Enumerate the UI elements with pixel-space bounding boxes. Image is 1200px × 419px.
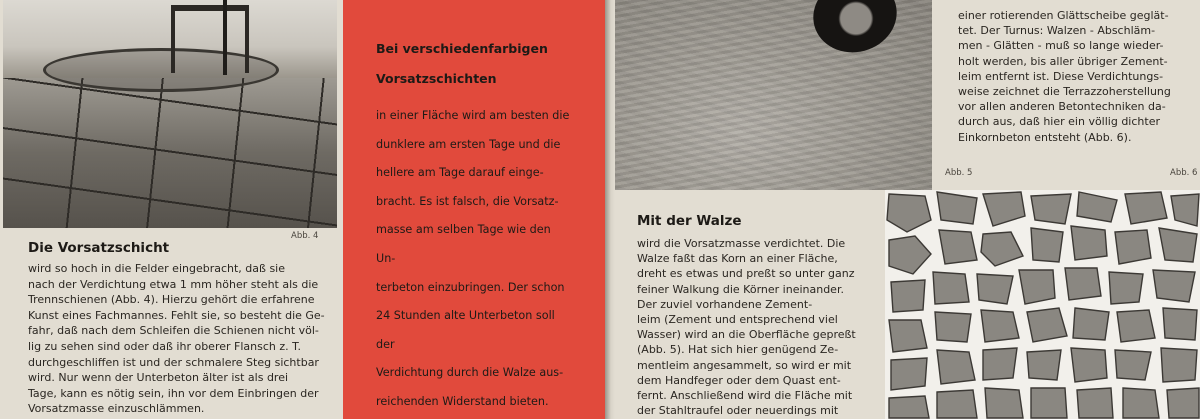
photo-fig5-roller-surface (615, 0, 932, 190)
heading-verschiedenfarbig: Bei verschiedenfarbigen Vorsatzschichten (376, 41, 548, 86)
photo-roller (805, 0, 905, 62)
page-left (0, 0, 343, 419)
caption-fig4: Abb. 4 (291, 231, 319, 241)
body-vorsatzschicht: wird so hoch in die Felder eingebracht, daß sie nach der Verdichtung etwa 1 mm höher steht als die Trennschienen (Abb. 4). Hierzu gehört die erfahrene Kunst eines Fachmannes. Fehlt sie, so besteht die Ge- fahr, daß nach dem Schleifen die Schienen nicht völ- lig zu sehen sind oder daß ihr oberer Flansch z. T. durchgeschliffen ist und der schmalere Steg sichtbar wird. Nur wenn der Unterbeton älter ist als drei Tage, kann es nötig sein, ihn vor dem Einbringen der Vorsatzmasse einzuschlämmen. (28, 262, 325, 416)
caption-fig5: Abb. 5 (945, 168, 973, 178)
page-gutter (605, 0, 615, 419)
heading-walze: Mit der Walze (637, 213, 742, 229)
body-turnus: einer rotierenden Glättscheibe geglät- tet. Der Turnus: Walzen - Abschläm- men - Glätten - muß so lange wieder- holt werden, bis aller übriger Zement- leim entfernt ist. Diese Verdichtungs- weise zeichnet die Terrazzoherstellung vor allen anderen Betontechniken da- durch aus, daß hier ein völlig dichter Einkornbeton entsteht (Abb. 6). (958, 9, 1171, 144)
heading-vorsatzschicht: Die Vorsatzschicht (28, 240, 170, 256)
photo-fig6-terrazzo-mosaic (885, 190, 1200, 419)
photo-fig4-floor-panels (3, 0, 337, 228)
photo-floor-grid (3, 78, 337, 228)
photo-trestle (171, 5, 249, 73)
caption-fig6: Abb. 6 (1170, 168, 1198, 178)
photo-pole (223, 0, 227, 75)
body-verschiedenfarbig: in einer Fläche wird am besten die dunklere am ersten Tage und die hellere am Tage darauf einge- bracht. Es ist falsch, die Vorsatz- masse am selben Tage wie den Un- terbeton einzubringen. Der schon 24 Stunden alte Unterbeton soll der Verdichtung durch die Walze aus- reichenden Widerstand bieten. (376, 109, 570, 408)
page-right (615, 0, 1200, 419)
body-walze: wird die Vorsatzmasse verdichtet. Die Walze faßt das Korn an einer Fläche, dreht es etwas und preßt so unter ganz feiner Walkung die Körner ineinander. Der zuviel vorhandene Zement- leim (Zement und entsprechend viel Wasser) wird an die Oberfläche gepreßt (Abb. 5). Hat sich hier genügend Ze- mentleim angesammelt, so wird er mit dem Handfeger oder dem Quast ent- fernt. Anschließend wird die Fläche mit der Stahltraufel oder neuerdings mit (637, 237, 856, 418)
page-middle-red (343, 0, 605, 419)
